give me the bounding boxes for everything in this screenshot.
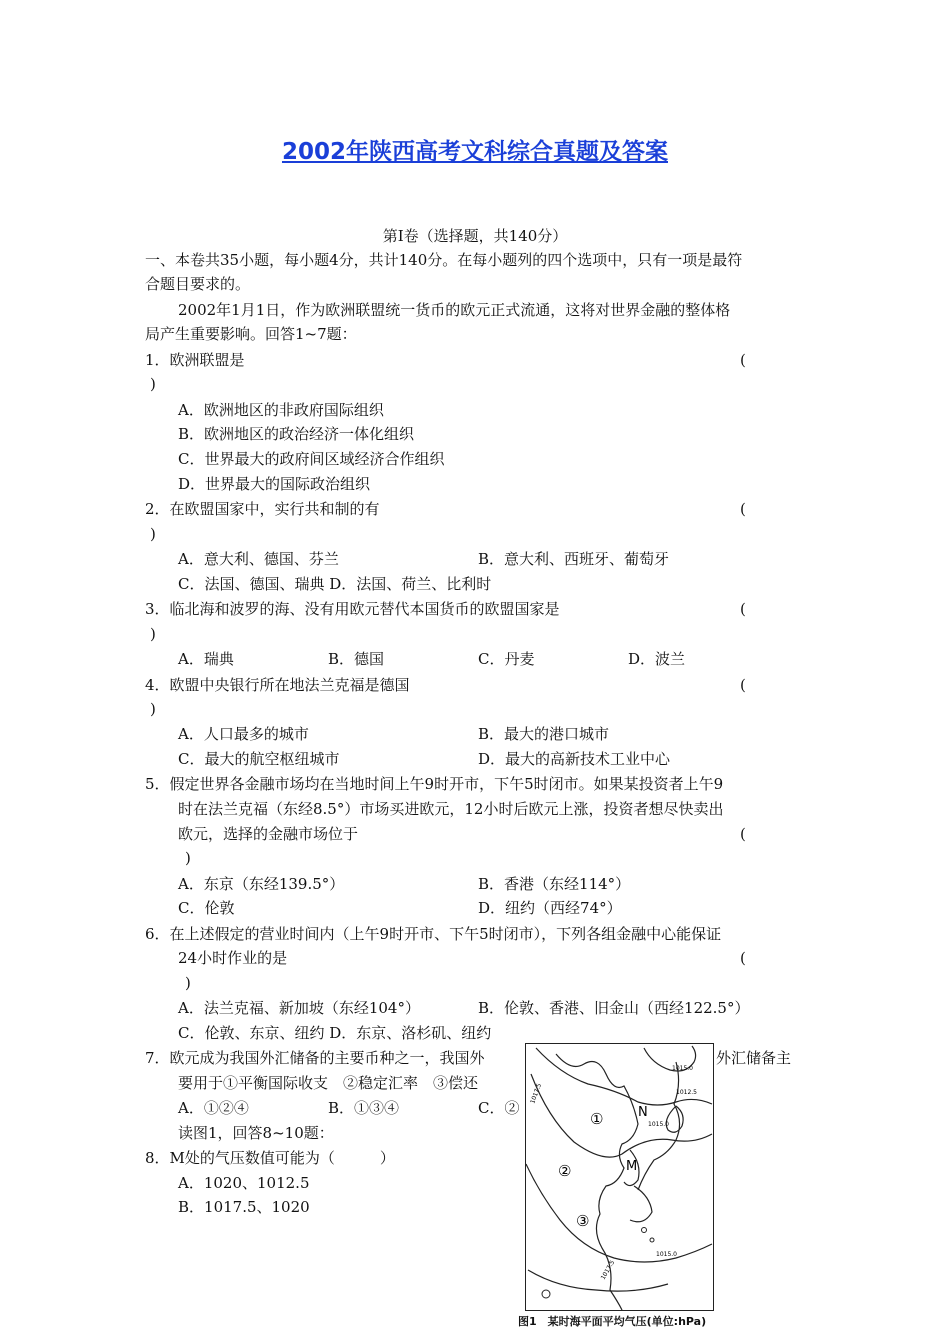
island xyxy=(650,1238,654,1242)
pressure-map-svg xyxy=(526,1044,713,1310)
question-5-line: 时在法兰克福（东经8.5°）市场买进欧元，12小时后欧元上涨，投资者想尽快卖出 xyxy=(178,800,724,818)
coastline xyxy=(556,1054,638,1310)
page-title: 2002年陕西高考文科综合真题及答案 xyxy=(281,139,668,165)
isobar xyxy=(536,1048,712,1105)
answer-paren-open: ( xyxy=(740,600,746,618)
option-a: A．欧洲地区的非政府国际组织 xyxy=(178,401,384,419)
region-label-2: ② xyxy=(558,1162,572,1180)
answer-paren-close: ) xyxy=(150,375,156,393)
isobar xyxy=(528,1270,668,1291)
option-a: A．东京（东经139.5°） xyxy=(178,875,345,893)
option-d: D．纽约（西经74°） xyxy=(478,899,622,917)
option-a: A．①②④ xyxy=(178,1099,249,1117)
question-6-line: 24小时作业的是 xyxy=(178,949,288,967)
answer-paren-open: ( xyxy=(740,500,746,518)
option-cd: C．伦敦、东京、纽约 D．东京、洛杉矶、纽约 xyxy=(178,1024,492,1042)
option-c: C．最大的航空枢纽城市 xyxy=(178,750,340,768)
answer-paren-close: ) xyxy=(150,625,156,643)
option-b: B．德国 xyxy=(328,650,385,668)
isobar-value: 1015.0 xyxy=(648,1121,669,1128)
isobar-value: 1017.5 xyxy=(599,1259,617,1281)
question-4: 4．欧盟中央银行所在地法兰克福是德国 xyxy=(145,676,410,694)
question-2: 2．在欧盟国家中，实行共和制的有 xyxy=(145,500,380,518)
figure-instruction: 读图1，回答8~10题： xyxy=(178,1124,334,1142)
option-b: B．1017.5、1020 xyxy=(178,1198,310,1216)
question-1: 1．欧洲联盟是 xyxy=(145,351,245,369)
option-a: A．法兰克福、新加坡（东经104°） xyxy=(178,999,420,1017)
option-d: D．世界最大的国际政治组织 xyxy=(178,475,371,493)
answer-paren-close: ) xyxy=(150,525,156,543)
option-c: C．② xyxy=(478,1099,520,1117)
question-7-right: 外汇储备主 xyxy=(716,1049,792,1067)
option-a: A．人口最多的城市 xyxy=(178,725,309,743)
question-7: 7．欧元成为我国外汇储备的主要币种之一，我国外 xyxy=(145,1049,485,1067)
region-label-1: ① xyxy=(590,1110,604,1128)
answer-paren-open: ( xyxy=(740,949,746,967)
passage-line: 2002年1月1日，作为欧洲联盟统一货币的欧元正式流通，这将对世界金融的整体格 xyxy=(178,301,731,319)
option-c: C．丹麦 xyxy=(478,650,535,668)
isobar xyxy=(630,1186,652,1222)
option-b: B．意大利、西班牙、葡萄牙 xyxy=(478,550,670,568)
option-cd: C．法国、德国、瑞典 D．法国、荷兰、比利时 xyxy=(178,575,492,593)
instructions-line: 一、本卷共35小题，每小题4分，共计140分。在每小题列的四个选项中，只有一项是最符 xyxy=(145,251,743,269)
option-b: B．欧洲地区的政治经济一体化组织 xyxy=(178,425,415,443)
point-m-label: M xyxy=(626,1159,638,1174)
instructions-line: 合题目要求的。 xyxy=(145,275,251,293)
option-c: C．伦敦 xyxy=(178,899,235,917)
answer-paren-close: ) xyxy=(185,849,191,867)
island xyxy=(642,1228,647,1233)
option-a: A．1020、1012.5 xyxy=(178,1174,310,1192)
passage-line: 局产生重要影响。回答1~7题： xyxy=(145,325,357,343)
question-5: 5．假定世界各金融市场均在当地时间上午9时开市，下午5时闭市。如果某投资者上午9 xyxy=(145,775,724,793)
option-a: A．意大利、德国、芬兰 xyxy=(178,550,339,568)
option-d: D．最大的高新技术工业中心 xyxy=(478,750,671,768)
isobar-value: 1017.5 xyxy=(529,1082,544,1105)
answer-paren-open: ( xyxy=(740,825,746,843)
question-5-line: 欧元，选择的金融市场位于 xyxy=(178,825,359,843)
map-caption: 图1 某时海平面平均气压(单位:hPa) xyxy=(518,1315,707,1328)
isobar-value: 1012.5 xyxy=(676,1089,697,1096)
isobar xyxy=(526,1164,712,1262)
section-header: 第Ⅰ卷（选择题，共140分） xyxy=(382,227,568,245)
isobar-value: 1015.0 xyxy=(672,1065,693,1072)
question-3: 3．临北海和波罗的海、没有用欧元替代本国货币的欧盟国家是 xyxy=(145,600,560,618)
option-b: B．最大的港口城市 xyxy=(478,725,610,743)
isobar xyxy=(666,1106,683,1132)
answer-paren-open: ( xyxy=(740,351,746,369)
option-c: C．世界最大的政府间区域经济合作组织 xyxy=(178,450,445,468)
option-b: B．香港（东经114°） xyxy=(478,875,631,893)
option-b: B．①③④ xyxy=(328,1099,400,1117)
region-label-3: ③ xyxy=(576,1212,590,1230)
option-d: D．波兰 xyxy=(628,650,686,668)
question-7-line: 要用于①平衡国际收支 ②稳定汇率 ③偿还 xyxy=(178,1074,479,1092)
option-b: B．伦敦、香港、旧金山（西经122.5°） xyxy=(478,999,750,1017)
question-8: 8．M处的气压数值可能为（ ） xyxy=(145,1149,395,1167)
question-6: 6．在上述假定的营业时间内（上午9时开市、下午5时闭市），下列各组金融中心能保证 xyxy=(145,925,722,943)
island xyxy=(542,1290,550,1298)
answer-paren-open: ( xyxy=(740,676,746,694)
isobar-value: 1015.0 xyxy=(656,1251,677,1258)
point-n-label: N xyxy=(638,1105,648,1120)
option-a: A．瑞典 xyxy=(178,650,234,668)
pressure-map-figure xyxy=(525,1043,714,1311)
answer-paren-close: ) xyxy=(150,700,156,718)
answer-paren-close: ) xyxy=(185,974,191,992)
